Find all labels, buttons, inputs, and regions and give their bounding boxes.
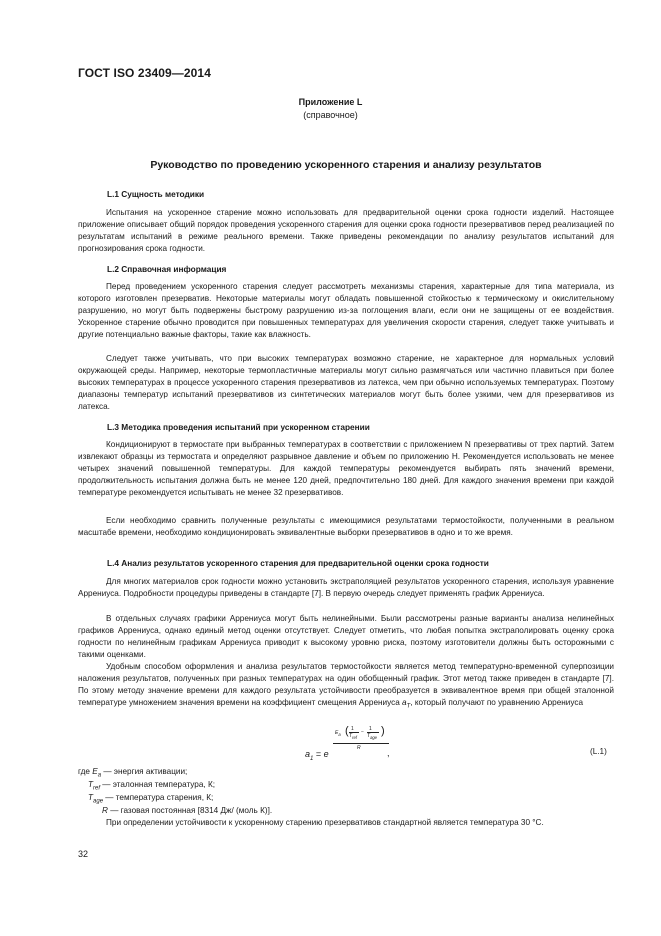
paragraph: В отдельных случаях графики Аррениуса могут быть нелинейными. Были рассмотрены разные варианты анализа нелинейных графиков Аррениуса, однако единый метод оценки отсутствует. Следует отметить, что любая попытка экстраполировать оценку срока годности по нелинейным графикам Аррениуса приводит к высокому уровню риска, поэтому изготовители должны быть осторожными с такими оценками. xyxy=(78,614,614,659)
paragraph: Перед проведением ускоренного старения следует рассмотреть механизмы старения, характерные для типа материала, из которого изготовлен презерватив. Некоторые материалы могут обладать повышенной стойкостью к термическому и окислительному разрушению, но могут быть подвержены быстрому разрушению из-за поглощения влаги, если они не защищены от ее воздействия. Ускоренное старение обычно проводится при повышенных температурах для увеличения скорости старения, следует также учитывать и другие потенциально важные факторы, такие как влажность. xyxy=(78,282,614,339)
paragraph: Испытания на ускоренное старение можно использовать для предварительной оценки срока годности изделий. Настоящее приложение описывает общий порядок проведения ускоренного старения для оценки срока годности презервативов перед реализацией по результатам испытаний в режиме реального времени. Также приведены рекомендации по анализу результатов испытаний для прогнозирования срока годности. xyxy=(78,208,614,253)
paragraph: Если необходимо сравнить полученные результаты с имеющимися результатами термостойкости, полученными в реальном масштабе времени, необходимо кондиционировать эквивалентные выборки презервативов в одно и то же время. xyxy=(78,516,614,537)
equation-lhs: $a_1 = e$ xyxy=(305,749,329,762)
annex-title: Приложение L xyxy=(298,97,363,107)
equation-comma: , xyxy=(387,748,390,758)
exponent-numerator: $E_a$ ( 1 $T_{ref}$ − 1 $T_{age}$ ) xyxy=(335,725,385,740)
paragraph: Кондиционируют в термостате при выбранных температурах в соответствии с приложением N презервативы от трех партий. Затем извлекают образцы из термостата и определяют разрывное давление и объем по приложению H. Рекомендуется использовать не менее четырех значений повышенной температуры. Для каждой температуры рекомендуется выбирать пять значений времени, продолжительность испытания должна быть не менее 120 дней, предпочтительно 180 дней. Для каждого значения времени при каждой температуре рекомендуется испытывать не менее 32 презервативов. xyxy=(78,440,614,497)
standard-header: ГОСТ ISO 23409—2014 xyxy=(78,66,211,80)
paragraph-text: Удобным способом оформления и анализа результатов термостойкости является метод температурно-временной суперпозиции наложения результатов, полученных при разных температурах на один обобщенный график. Этот метод также приведен в стандарте [7]. По этому методу значение времени для каждого результата устойчивости преобразуется в эквивалентное время при общей эталонной температуре умножением значения времени на коэффициент смещения Аррениуса xyxy=(78,662,614,707)
definition-row: R — газовая постоянная [8314 Дж/ (моль К)]. xyxy=(102,806,273,815)
exponent-fraction-bar xyxy=(333,743,389,744)
equation-number: (L.1) xyxy=(590,747,607,756)
paragraph-tail: , который получают по уравнению Аррениуса xyxy=(410,698,584,707)
document-title: Руководство по проведению ускоренного старения и анализу результатов xyxy=(150,159,542,171)
paragraph xyxy=(78,661,614,713)
final-paragraph: При определении устойчивости к ускоренному старению презервативов стандартной является температура 30 °С. xyxy=(106,818,544,827)
page-number: 32 xyxy=(78,849,89,859)
definition-row: $T_{ref}$ — эталонная температура, К; xyxy=(88,780,216,792)
section-heading-l1: L.1 Сущность методики xyxy=(107,189,205,199)
paragraph: Следует также учитывать, что при высоких температурах возможно старение, не характерное для нормальных условий окружающей среды. Например, некоторые термопластичные материалы могут сильно размягчаться или частично плавиться при более высоких температурах в процессе ускоренного старения презервативов из латекса, чем при обычно используемых температурах. Поэтому диапазоны температур испытаний презервативов из синтетических материалов могут быть более узкими, чем для презервативов из латекса. xyxy=(78,354,614,411)
definition-row: $T_{age}$ — температура старения, К; xyxy=(88,793,214,805)
equation-exponent xyxy=(333,726,389,756)
annex-note: (справочное) xyxy=(303,110,358,120)
paragraph: Для многих материалов срок годности можно установить экстраполяцией результатов ускоренного старения, используя уравнение Аррениуса. Подробности процедуры приведены в стандарте [7]. В первую очередь следует применять график Аррениуса. xyxy=(78,577,614,598)
arrhenius-equation xyxy=(305,722,405,762)
section-heading-l3: L.3 Методика проведения испытаний при ускоренном старении xyxy=(107,422,370,432)
definition-row: где $E_a$ — энергия активации; xyxy=(78,767,188,779)
shift-factor-symbol: $a_T$ xyxy=(402,698,411,710)
section-heading-l2: L.2 Справочная информация xyxy=(107,264,227,274)
exponent-denominator: R xyxy=(357,745,361,751)
section-heading-l4: L.4 Анализ результатов ускоренного старения для предварительной оценки срока годности xyxy=(107,558,489,568)
